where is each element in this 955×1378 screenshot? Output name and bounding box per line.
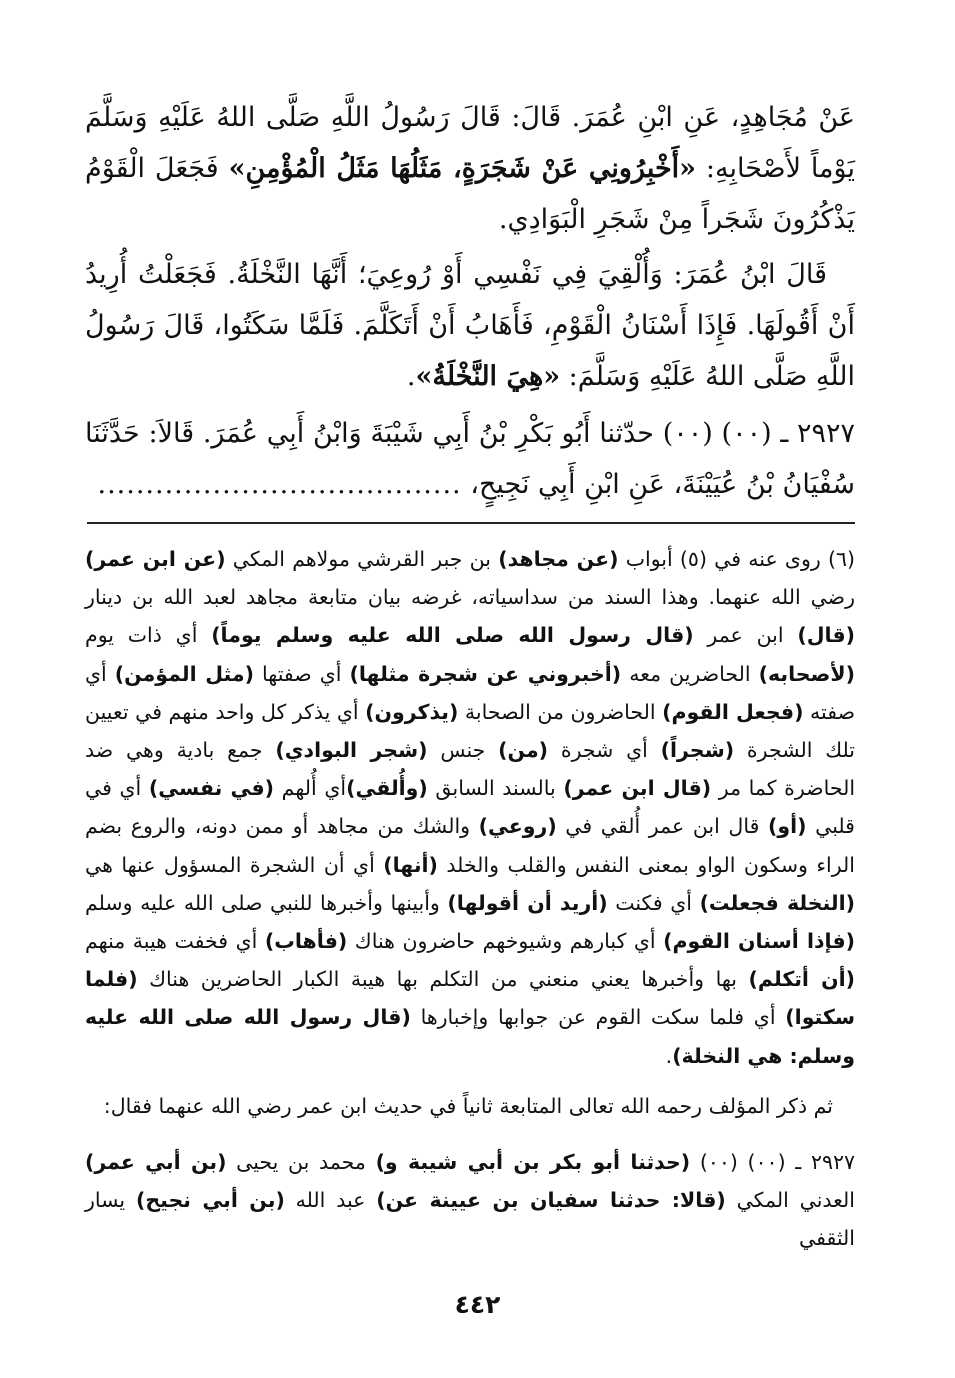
commentary-note-6: [85, 540, 855, 1075]
commentary-quoted-phrase: (فإذا أسنان القوم): [663, 929, 855, 954]
page-number: ٤٤٢: [454, 1290, 501, 1319]
commentary-text: بن جبر القرشي مولاهم المكي: [225, 547, 499, 571]
commentary-quoted-phrase: (قال): [797, 623, 856, 648]
commentary-transition: ثم ذكر المؤلف رحمه الله تعالى المتابعة ثانياً في حديث ابن عمر رضي الله عنهما فقال:: [103, 1093, 833, 1118]
commentary-quoted-phrase: (النخلة فجعلت): [699, 890, 855, 915]
commentary-text: أي فلما سكت القوم عن جوابها وإخبارها: [410, 1005, 786, 1030]
hadith-p2-quote: «هِيَ النَّخْلَةُ»: [415, 361, 561, 392]
commentary-quoted-phrase: (في نفسي): [148, 776, 275, 801]
commentary-quoted-phrase: (عن ابن عمر): [85, 547, 226, 571]
commentary-text: محمد بن يحيى: [226, 1150, 376, 1175]
commentary-text: أي في قلبي: [85, 776, 855, 839]
commentary-quoted-phrase: (يذكرون): [365, 699, 459, 724]
commentary-quoted-phrase: (قال رسول الله صلى الله عليه وسلم: هي النخلة): [85, 1005, 855, 1068]
commentary-text: أي ذات يوم: [85, 623, 212, 648]
commentary-text: الحاضرين معه: [621, 661, 759, 686]
commentary-text: أي أن الشجرة المسؤول عنها هي: [85, 852, 384, 877]
commentary-quoted-phrase: (فأهاب): [264, 929, 348, 954]
commentary-text: والشك من مجاهد أو ممن دونه، والروع بضم الراء وسكون الواو بمعنى النفس والقلب والخلد: [85, 814, 855, 877]
commentary: [85, 540, 855, 1258]
commentary-text: ٢٩٢٧ ـ (٠٠) (٠٠): [690, 1150, 855, 1175]
commentary-quoted-phrase: (فجعل القوم): [662, 699, 804, 724]
commentary-text: أي أُلهم: [274, 776, 347, 801]
commentary-text: جنس: [427, 738, 499, 763]
commentary-quoted-phrase: (أو): [767, 814, 807, 839]
commentary-text: أي كبارهم وشيوخهم حاضرون هناك: [347, 929, 664, 954]
hadith-p1-quote: «أَخْبِرُونِي عَنْ شَجَرَةٍ، مَثَلُهَا مَثَلُ الْمُؤْمِنِ»: [228, 153, 697, 184]
hadith-p2-a: قَالَ ابْنُ عُمَرَ: وَأُلْقِيَ فِي نَفْسِي أَوْ رُوعِيَ؛ أَنَّهَا النَّخْلَةُ. فَجَعَلْتُ أُرِيدُ أَنْ أَقُولَهَا. فَإِذَا أَسْنَانُ الْقَوْمِ، فَأَهَابُ أَنْ أَتَكَلَّمَ. فَلَمَّا سَكَتُوا، قَالَ رَسُولُ اللَّهِ صَلَّى اللهُ عَلَيْهِ وَسَلَّمَ:: [85, 259, 855, 392]
commentary-text: بالسند السابق: [427, 776, 564, 801]
commentary-text: قال ابن عمر أُلقي في: [556, 814, 768, 839]
commentary-text: عبد الله: [284, 1188, 377, 1213]
commentary-text: رضي الله عنهما. وهذا السند من سداسياته، غرضه بيان متابعة مجاهد لعبد الله بن دينار: [85, 585, 855, 610]
commentary-text: وأبينها وأخبرها للنبي صلى الله عليه وسلم: [85, 890, 448, 915]
commentary-quoted-phrase: (روعي): [478, 814, 557, 839]
commentary-text: يسار الثقفي: [85, 1188, 855, 1251]
footnote-divider: [87, 522, 855, 524]
commentary-quoted-phrase: (بن أبي نجيح): [135, 1188, 285, 1213]
hadith-paragraph-3: [85, 408, 855, 510]
hadith-p1-a: عَنْ مُجَاهِدٍ، عَنِ ابْنِ عُمَرَ. قَالَ: قَالَ رَسُولُ اللَّهِ صَلَّى اللهُ عَلَيْهِ وَسَلَّمَ يَوْماً لأَصْحَابِهِ:: [85, 102, 855, 184]
hadith-p1-c: فَجَعَلَ الْقَوْمُ يَذْكُرُونَ شَجَراً مِنْ شَجَرِ الْبَوَادِي.: [85, 153, 855, 235]
commentary-quoted-phrase: (أخبروني عن شجرة مثلها): [349, 661, 622, 686]
commentary-quoted-phrase: (شجر البوادي): [275, 738, 428, 763]
commentary-text: بها وأخبرها يعني منعني من التكلم بها هيبة الكبار الحاضرين هناك: [137, 967, 749, 992]
hadith-paragraph-1: [85, 92, 855, 245]
commentary-text: أي يذكر كل واحد منهم في تعيين تلك الشجرة: [85, 699, 855, 763]
commentary-text: .: [665, 1043, 673, 1068]
commentary-quoted-phrase: (أريد أن أقولها): [447, 890, 608, 915]
commentary-quoted-phrase: (شجراً): [660, 738, 735, 763]
commentary-quoted-phrase: (قال ابن عمر): [563, 776, 712, 801]
hadith-p3-dots: ......................................: [97, 469, 462, 500]
commentary-quoted-phrase: (أن أتكلم): [748, 967, 855, 992]
commentary-text: العدني المكي: [725, 1188, 855, 1213]
commentary-quoted-phrase: (من): [498, 738, 549, 763]
hadith-paragraph-2: [85, 249, 855, 402]
commentary-text: أي صفتها: [254, 661, 350, 686]
commentary-text: أي شجرة: [548, 738, 661, 763]
commentary-text: أي فكنت: [607, 890, 700, 915]
commentary-quoted-phrase: (عن مجاهد): [498, 547, 619, 571]
commentary-text: أي صفته: [85, 661, 855, 724]
commentary-quoted-phrase: (مثل المؤمن): [114, 661, 254, 686]
hadith-text: [85, 92, 855, 510]
commentary-next-hadith: [85, 1143, 855, 1258]
commentary-quoted-phrase: (وأُلقي): [346, 776, 428, 801]
hadith-p3: ٢٩٢٧ ـ (٠٠) (٠٠) حدّثنا أَبُو بَكْرِ بْنُ أَبِي شَيْبَةَ وَابْنُ أَبِي عُمَرَ. قَالاَ: حَدَّثَنَا سُفْيَانُ بْنُ عُيَيْنَةَ، عَنِ ابْنِ أَبِي نَجِيحٍ،: [85, 418, 856, 500]
commentary-text: جمع بادية وهي ضد الحاضرة كما مر: [85, 738, 856, 801]
commentary-quoted-phrase: (حدثنا أبو بكر بن أبي شيبة و): [375, 1150, 691, 1175]
commentary-quoted-phrase: (فلما سكتوا): [85, 967, 855, 1030]
commentary-text: ابن عمر: [693, 623, 798, 648]
commentary-text: الحاضرون من الصحابة: [458, 699, 663, 724]
commentary-quoted-phrase: (لأصحابه): [758, 661, 855, 686]
commentary-quoted-phrase: (بن أبي عمر): [85, 1150, 227, 1175]
hadith-p2-c: .: [406, 361, 416, 392]
commentary-quoted-phrase: (أنها): [383, 852, 438, 877]
commentary-text: أي فخفت هيبة منهم: [85, 929, 265, 954]
commentary-quoted-phrase: (قالا: حدثنا سفيان بن عيينة عن): [376, 1188, 726, 1213]
commentary-quoted-phrase: (قال رسول الله صلى الله عليه وسلم يوماً): [211, 623, 694, 648]
commentary-text: (٦) روى عنه في (٥) أبواب: [618, 547, 855, 571]
